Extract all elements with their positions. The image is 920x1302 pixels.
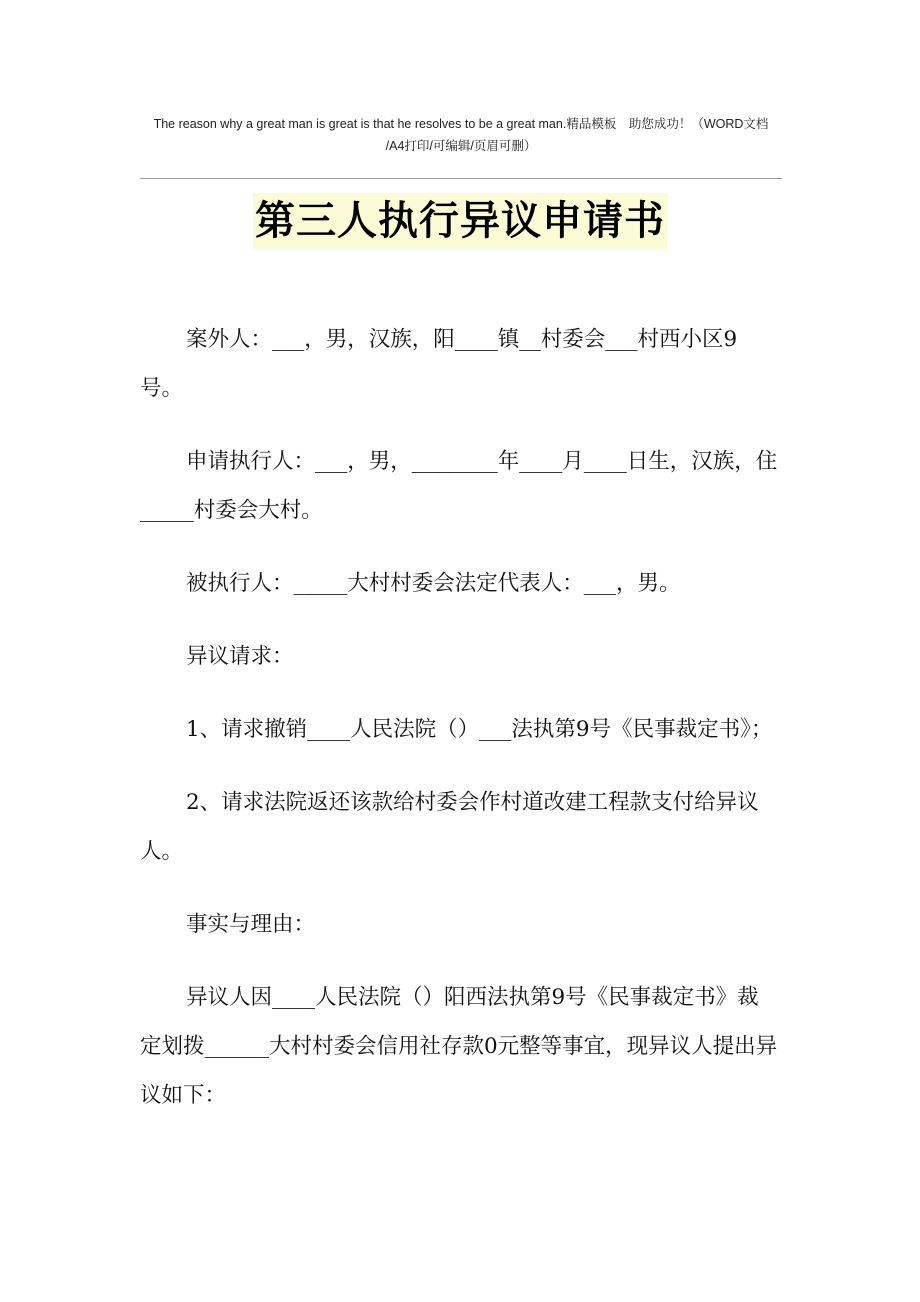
paragraph-respondent: 被执行人：_____大村村委会法定代表人：___，男。 [186, 571, 681, 596]
paragraph-facts-heading: 事实与理由： [186, 912, 316, 937]
page-header [140, 113, 782, 157]
paragraph-objection-heading: 异议请求： [186, 644, 294, 669]
paragraph-applicant: 申请执行人：___，男，________年____月____日生，汉族，住_____村委会大村。 [140, 449, 778, 523]
document-body [140, 315, 780, 1144]
paragraph-request-2: 2、请求法院返还该款给村委会作村道改建工程款支付给异议人。 [140, 790, 759, 864]
header-divider [140, 178, 782, 179]
header-line-2: /A4打印/可编辑/页眉可删） [385, 139, 537, 153]
paragraph-request-1: 1、请求撤销____人民法院（）___法执第9号《民事裁定书》； [186, 717, 773, 742]
header-line-1: The reason why a great man is great is that he resolves to be a great man.精品模板 助您成功！（WORD文档 [153, 117, 769, 131]
document-title: 第三人执行异议申请书 [253, 193, 667, 249]
paragraph-outsider: 案外人：___，男，汉族，阳____镇__村委会___村西小区9号。 [140, 327, 738, 401]
paragraph-facts-body: 异议人因____人民法院（）阳西法执第9号《民事裁定书》裁定划拨______大村村委会信用社存款0元整等事宜，现异议人提出异议如下： [140, 985, 778, 1108]
title-container [0, 193, 920, 249]
